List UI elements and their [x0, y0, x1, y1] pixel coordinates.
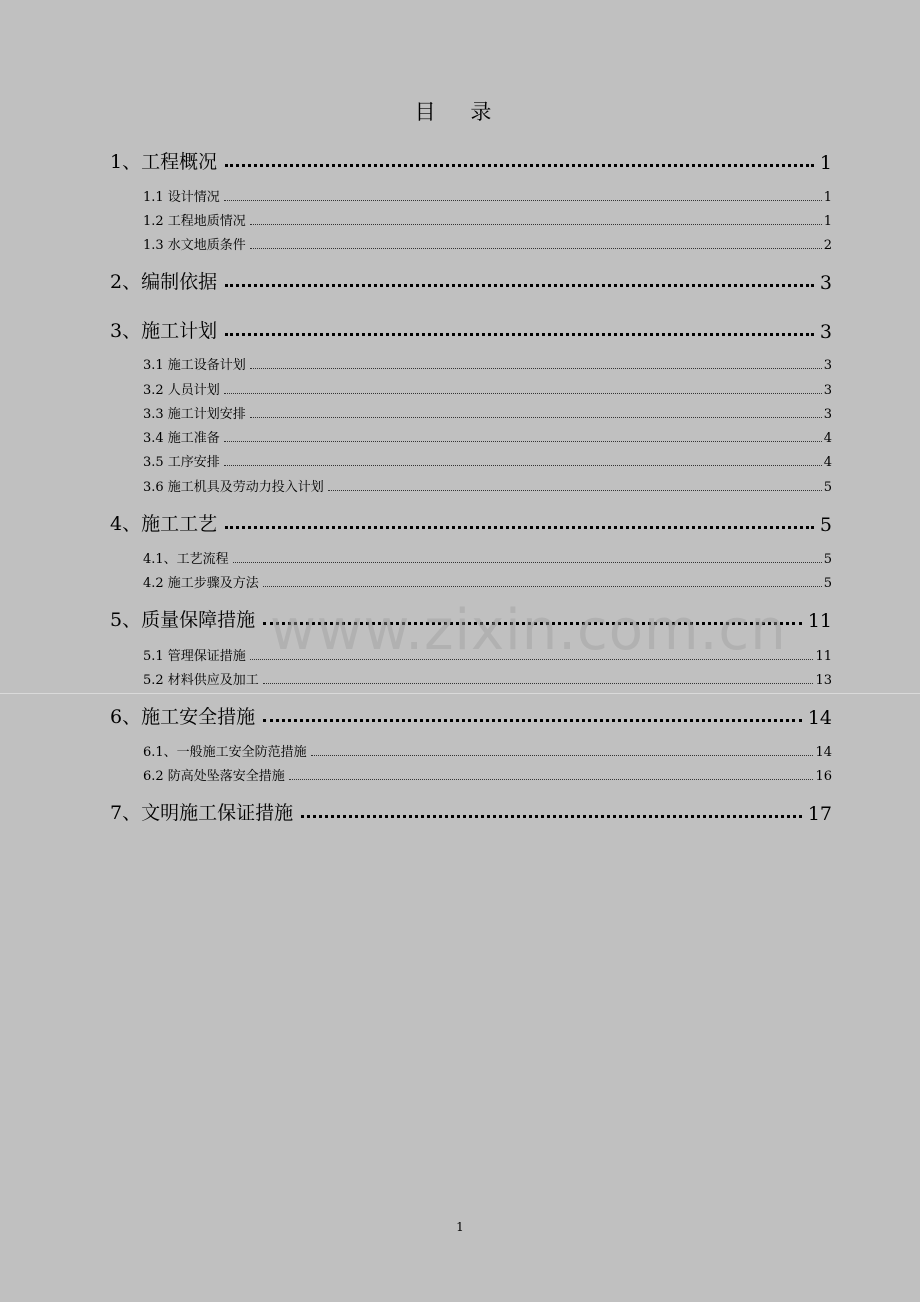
dot-leader: [233, 562, 822, 563]
dot-leader: [225, 164, 814, 167]
toc-entry-3-4[interactable]: [143, 428, 832, 446]
toc-entry-4-2[interactable]: [143, 573, 832, 591]
toc-page-number: 14: [807, 707, 832, 729]
toc-label: 3、施工计划: [110, 320, 218, 342]
dot-leader: [225, 526, 814, 529]
toc-page-number: 17: [807, 803, 832, 825]
toc-page-number: 4: [823, 431, 832, 446]
dot-leader: [289, 779, 814, 780]
toc-label: 6、施工安全措施: [110, 706, 256, 728]
toc-label: 5.2 材料供应及加工: [143, 673, 259, 688]
toc-entry-6-2[interactable]: [143, 766, 832, 784]
dot-leader: [225, 284, 814, 287]
toc-entry-5-2[interactable]: [143, 670, 832, 688]
toc-entry-3-6[interactable]: [143, 477, 832, 495]
toc-page-number: 13: [815, 673, 832, 688]
toc-page-number: 11: [815, 649, 832, 664]
toc-entry-7[interactable]: [110, 799, 832, 825]
page-title: 目 录: [414, 100, 506, 124]
toc-page-number: 5: [823, 576, 832, 591]
toc-page-number: 3: [823, 358, 832, 373]
toc-entry-6-1[interactable]: [143, 742, 832, 760]
toc-page-number: 1: [823, 190, 832, 205]
toc-page-number: 3: [823, 383, 832, 398]
toc-entry-4[interactable]: [110, 510, 832, 536]
dot-leader: [263, 683, 814, 684]
toc-label: 6.2 防高处坠落安全措施: [143, 769, 285, 784]
toc-entry-1[interactable]: [110, 148, 832, 174]
toc-label: 7、文明施工保证措施: [110, 802, 294, 824]
watermark: www.zixin.com.cn: [270, 598, 787, 663]
toc-label: 1.2 工程地质情况: [143, 214, 246, 229]
dot-leader: [224, 200, 822, 201]
toc-page-number: 4: [823, 455, 832, 470]
toc-label: 3.4 施工准备: [143, 431, 220, 446]
toc-page-number: 1: [823, 214, 832, 229]
dot-leader: [263, 586, 822, 587]
toc-entry-2[interactable]: [110, 268, 832, 294]
toc-page-number: 11: [807, 610, 832, 632]
dot-leader: [311, 755, 814, 756]
toc-entry-1-2[interactable]: [143, 211, 832, 229]
page-divider-line: [0, 693, 920, 694]
toc-label: 3.5 工序安排: [143, 455, 220, 470]
toc-entry-6[interactable]: [110, 703, 832, 729]
toc-label: 4、施工工艺: [110, 513, 218, 535]
toc-page-number: 3: [819, 272, 832, 294]
toc-label: 3.6 施工机具及劳动力投入计划: [143, 480, 324, 495]
toc-label: 4.1、工艺流程: [143, 552, 229, 567]
dot-leader: [250, 368, 822, 369]
toc-label: 1、工程概况: [110, 151, 218, 173]
toc-entry-3-2[interactable]: [143, 380, 832, 398]
toc-page-number: 5: [823, 552, 832, 567]
toc-entry-1-3[interactable]: [143, 235, 832, 253]
toc-label: 4.2 施工步骤及方法: [143, 576, 259, 591]
dot-leader: [225, 333, 814, 336]
toc-label: 5、质量保障措施: [110, 609, 256, 631]
toc-entry-3-3[interactable]: [143, 404, 832, 422]
toc-page-number: 1: [819, 152, 832, 174]
toc-page-number: 3: [823, 407, 832, 422]
toc-label: 5.1 管理保证措施: [143, 649, 246, 664]
dot-leader: [224, 441, 822, 442]
toc-page-number: 16: [815, 769, 832, 784]
toc-entry-3-5[interactable]: [143, 452, 832, 470]
toc-label: 3.3 施工计划安排: [143, 407, 246, 422]
toc-label: 1.1 设计情况: [143, 190, 220, 205]
toc-page-number: 3: [819, 321, 832, 343]
dot-leader: [301, 815, 802, 818]
toc-page-number: 5: [823, 480, 832, 495]
dot-leader: [250, 224, 822, 225]
footer-page-number: 1: [456, 1220, 464, 1234]
toc-page-number: 2: [823, 238, 832, 253]
toc-entry-3[interactable]: [110, 317, 832, 343]
toc-entry-1-1[interactable]: [143, 187, 832, 205]
toc-label: 3.1 施工设备计划: [143, 358, 246, 373]
dot-leader: [224, 393, 822, 394]
toc-entry-4-1[interactable]: [143, 549, 832, 567]
dot-leader: [328, 490, 822, 491]
dot-leader: [250, 248, 822, 249]
dot-leader: [224, 465, 822, 466]
dot-leader: [263, 719, 802, 722]
toc-label: 6.1、一般施工安全防范措施: [143, 745, 307, 760]
toc-label: 2、编制依据: [110, 271, 218, 293]
toc-page-number: 5: [819, 514, 832, 536]
toc-label: 1.3 水文地质条件: [143, 238, 246, 253]
toc-label: 3.2 人员计划: [143, 383, 220, 398]
toc-entry-3-1[interactable]: [143, 355, 832, 373]
toc-page-number: 14: [815, 745, 832, 760]
dot-leader: [250, 417, 822, 418]
